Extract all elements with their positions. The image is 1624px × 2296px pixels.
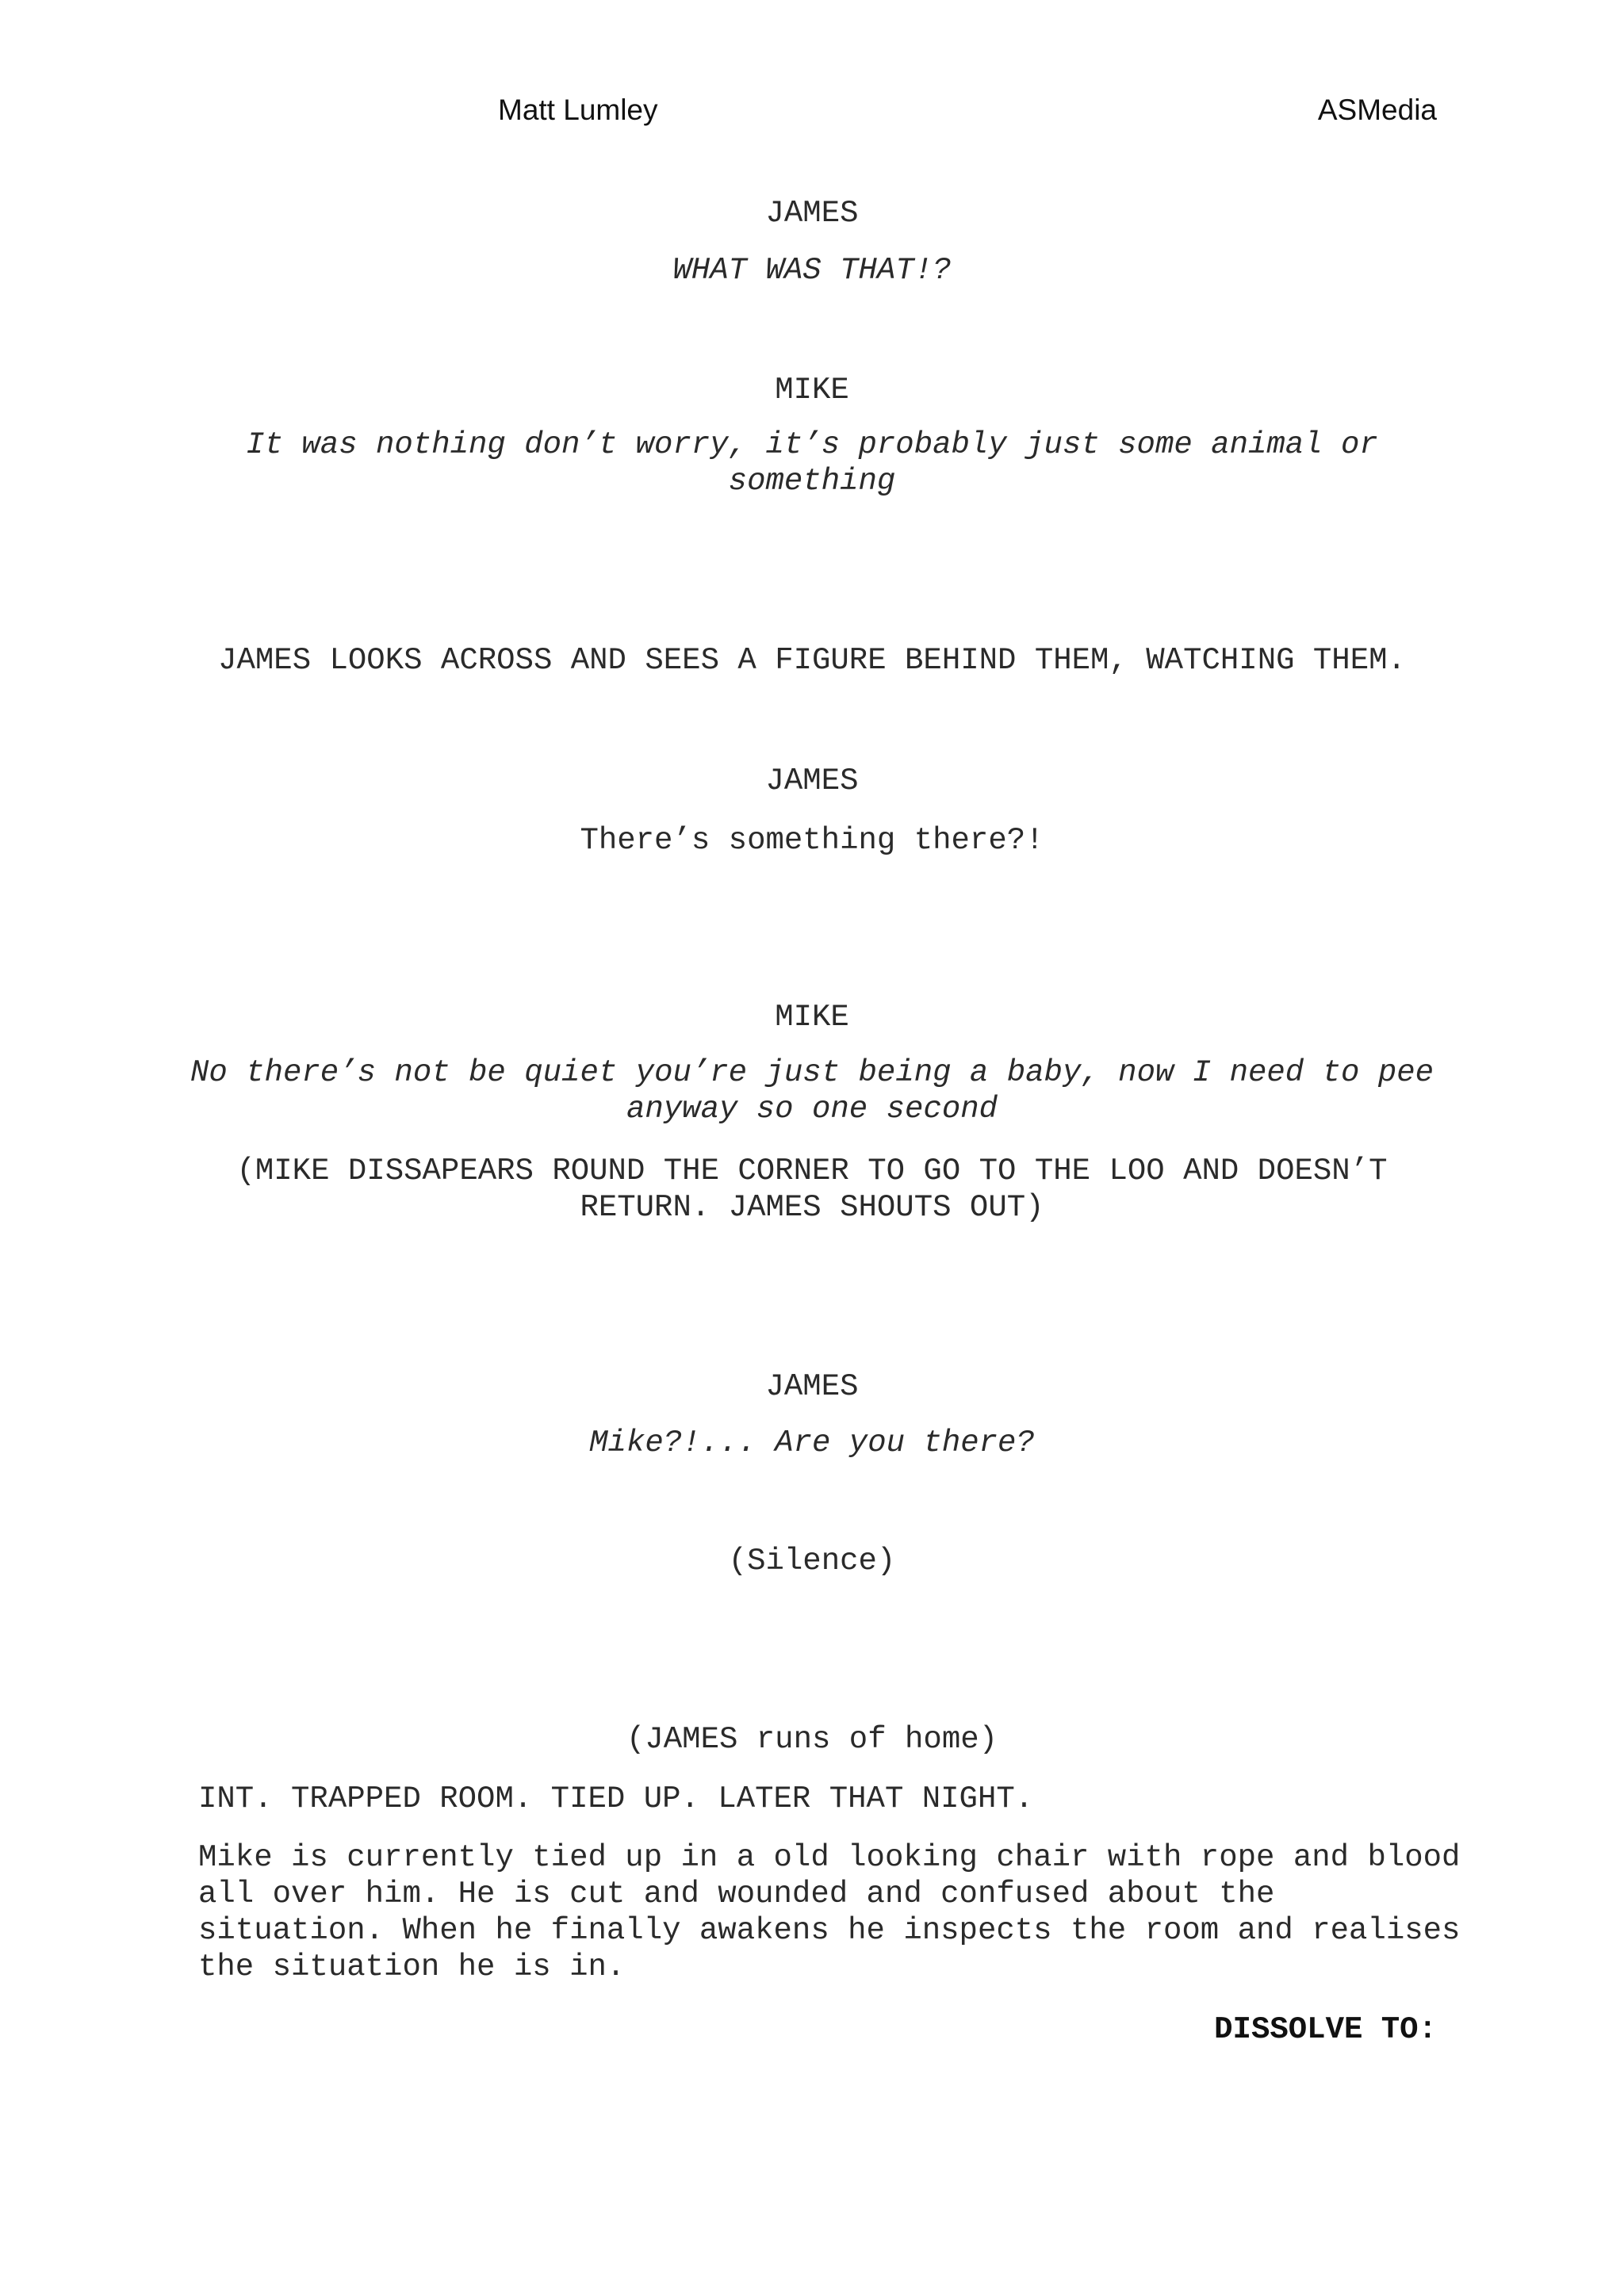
stage-direction: (JAMES runs of home): [626, 1722, 998, 1757]
stage-direction: RETURN. JAMES SHOUTS OUT): [580, 1190, 1044, 1225]
transition: DISSOLVE TO:: [1214, 2012, 1437, 2047]
dialogue-line: something: [728, 464, 896, 499]
character-name: JAMES: [765, 196, 859, 231]
dialogue-line: anyway so one second: [626, 1092, 998, 1127]
scene-heading: INT. TRAPPED ROOM. TIED UP. LATER THAT NIGHT.: [198, 1781, 1034, 1816]
stage-direction: (Silence): [728, 1544, 896, 1578]
stage-direction: (MIKE DISSAPEARS ROUND THE CORNER TO GO TO THE LOO AND DOESN’T: [236, 1154, 1388, 1188]
dialogue-line: WHAT WAS THAT!?: [672, 253, 952, 288]
character-name: MIKE: [775, 373, 849, 408]
dialogue-line: There’s something there?!: [580, 823, 1044, 858]
action-line: JAMES LOOKS ACROSS AND SEES A FIGURE BEHIND THEM, WATCHING THEM.: [218, 643, 1406, 678]
company-name: ASMedia: [1317, 94, 1437, 126]
author-name: Matt Lumley: [498, 94, 658, 126]
dialogue-line: It was nothing don’t worry, it’s probably just some animal or: [246, 427, 1378, 462]
action-line: the situation he is in.: [198, 1950, 626, 1984]
action-line: Mike is currently tied up in a old looking chair with rope and blood: [198, 1840, 1461, 1875]
action-line: situation. When he finally awakens he inspects the room and realises: [198, 1913, 1461, 1948]
dialogue-line: No there’s not be quiet you’re just being a baby, now I need to pee: [190, 1055, 1434, 1090]
character-name: JAMES: [765, 763, 859, 798]
action-line: all over him. He is cut and wounded and confused about the: [198, 1877, 1275, 1911]
character-name: MIKE: [775, 1000, 849, 1035]
dialogue-line: Mike?!... Are you there?: [589, 1425, 1035, 1460]
character-name: JAMES: [765, 1369, 859, 1404]
